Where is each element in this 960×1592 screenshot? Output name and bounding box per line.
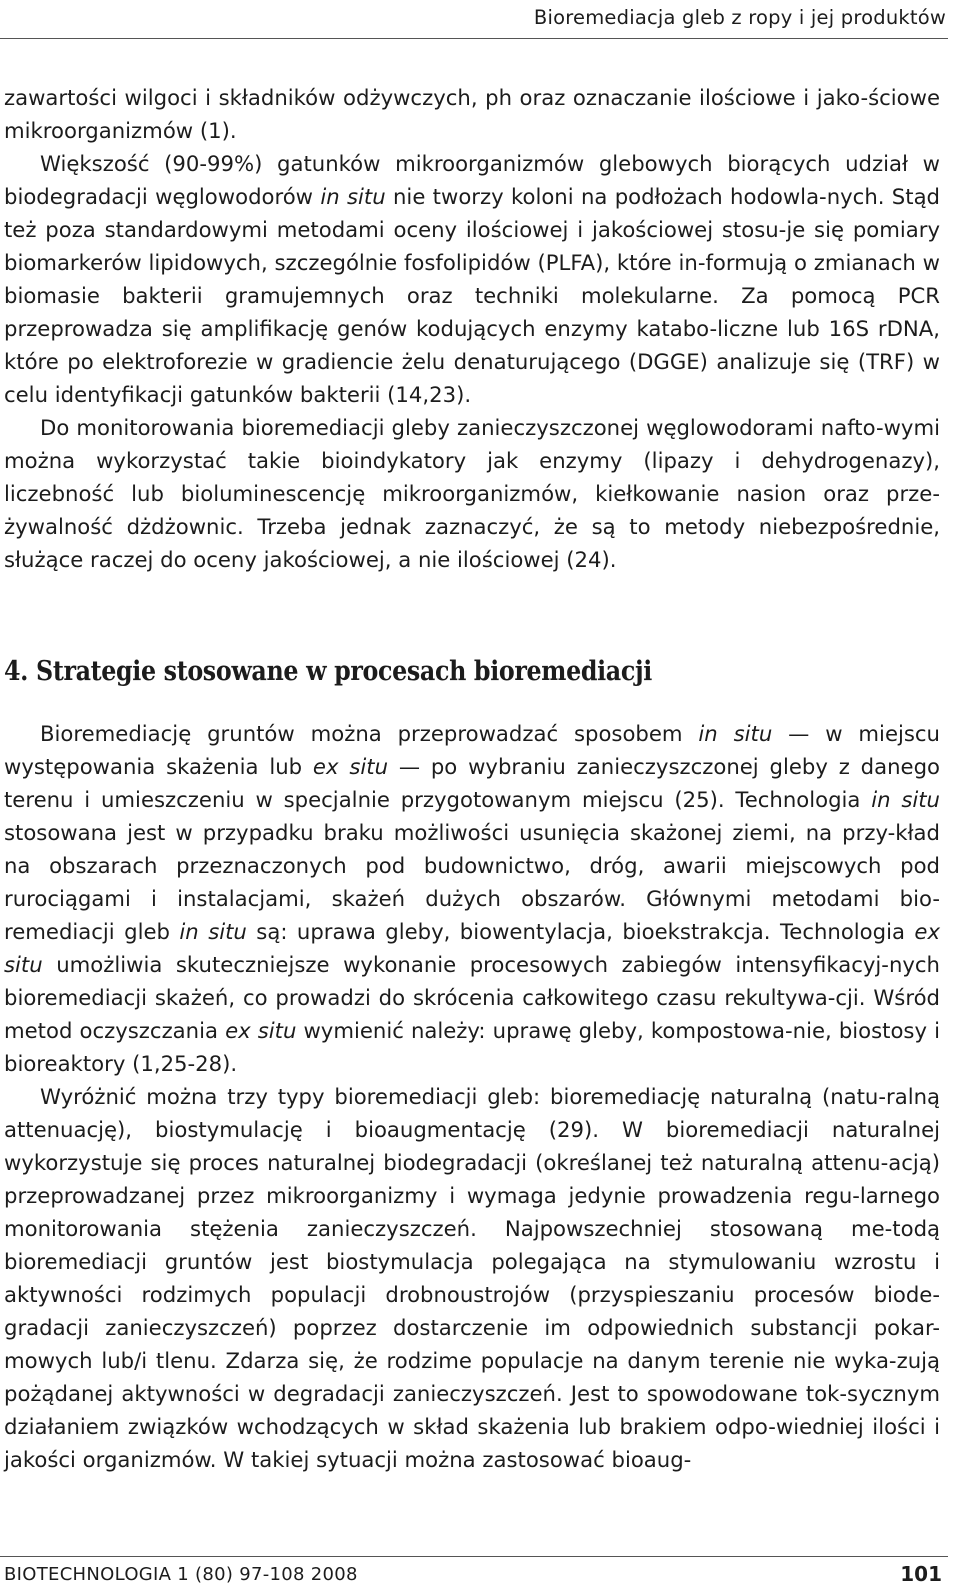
paragraph-4-text-7: wymienić należy: uprawę gleby, kompostowa-nie, biostosy i bioreaktory (1,25-28). bbox=[4, 1018, 940, 1076]
paragraph-1-text: zawartości wilgoci i składników odżywczych, ph oraz oznaczanie ilościowe i jako-ściowe mikroorganizmów (1). bbox=[4, 85, 940, 143]
paragraph-5 bbox=[4, 1080, 940, 1476]
paragraph-4-italic-5: ex situ bbox=[4, 919, 940, 977]
paragraph-2-text-2: nie tworzy koloni na podłożach hodowla-nych. Stąd też poza standardowymi metodami oceny ilościowej i jakościowej stosu-je się pomiary biomarkerów lipidowych, szczególnie fosfolipidów (PLFA), które in-formują o zmianach w biomasie bakterii gramujemnych oraz techniki molekularne. Za pomocą PCR przeprowadza się amplifikację genów kodujących enzymy katabo-liczne lub 16S rDNA, które po elektroforezie w gradiencie żelu denaturującego (DGGE) analizuje się (TRF) w celu identyfikacji gatunków bakterii (14,23). bbox=[4, 184, 940, 407]
paragraph-1 bbox=[4, 81, 940, 147]
running-head: Bioremediacja gleb z ropy i jej produktów bbox=[533, 6, 946, 29]
header-divider bbox=[0, 38, 948, 39]
section-heading: 4. Strategie stosowane w procesach bioremediacji bbox=[4, 656, 652, 687]
paragraph-4-italic-1: in situ bbox=[698, 721, 773, 746]
paragraph-4-text-2: — w miejscu występowania skażenia lub bbox=[4, 721, 940, 779]
paragraph-3-text: Do monitorowania bioremediacji gleby zanieczyszczonej węglowodorami nafto-wymi można wykorzystać takie bioindykatory jak enzymy (lipazy i dehydrogenazy), liczebność lub bioluminescencję mikroorganizmów, kiełkowanie nasion oraz prze-żywalność dżdżownic. Trzeba jednak zaznaczyć, że są to metody niebezpośrednie, służące raczej do oceny jakościowej, a nie ilościowej (24). bbox=[4, 415, 940, 572]
paragraph-2-text-1: Większość (90-99%) gatunków mikroorganizmów glebowych biorących udział w biodegradacji węglowodorów bbox=[4, 151, 940, 209]
journal-citation: BIOTECHNOLOGIA 1 (80) 97-108 2008 bbox=[4, 1564, 358, 1585]
body-text-main bbox=[4, 717, 940, 1476]
footer-divider bbox=[0, 1556, 948, 1557]
paragraph-4 bbox=[4, 717, 940, 1080]
paragraph-4-italic-2: ex situ bbox=[312, 754, 388, 779]
paragraph-4-text-6: umożliwia skuteczniejsze wykonanie procesowych zabiegów intensyfikacyj-nych bioremediacji skażeń, co prowadzi do skrócenia całkowitego czasu rekultywa-cji. Wśród metod oczyszczania bbox=[4, 952, 940, 1043]
paragraph-4-italic-3: in situ bbox=[871, 787, 940, 812]
paragraph-4-text-4: stosowana jest w przypadku braku możliwości usunięcia skażonej ziemi, na przy-kład na obszarach przeznaczonych pod budownictwo, dróg, awarii miejscowych pod rurociągami i instalacjami, skażeń dużych obszarów. Głównymi metodami bio-remediacji gleb bbox=[4, 820, 940, 944]
page-number: 101 bbox=[900, 1562, 942, 1586]
paragraph-5-text: Wyróżnić można trzy typy bioremediacji gleb: bioremediację naturalną (natu-ralną attenuację), biostymulację i bioaugmentację (29). W bioremediacji naturalnej wykorzystuje się proces naturalnej biodegradacji (określanej też naturalną attenu-acją) przeprowadzanej przez mikroorganizmy i wymaga jedynie prowadzenia regu-larnego monitorowania stężenia zanieczyszczeń. Najpowszechniej stosowaną me-todą bioremediacji gruntów jest biostymulacja polegająca na stymulowaniu wzrostu i aktywności rodzimych populacji drobnoustrojów (przyspieszaniu procesów biode-gradacji zanieczyszczeń) poprzez dostarczenie im odpowiednich substancji pokar-mowych lub/i tlenu. Zdarza się, że rodzime populacje na danym terenie nie wyka-zują pożądanej aktywności w degradacji zanieczyszczeń. Jest to spowodowane tok-sycznym działaniem związków wchodzących w skład skażenia lub brakiem odpo-wiedniej ilości i jakości organizmów. W takiej sytuacji można zastosować bioaug- bbox=[4, 1084, 940, 1472]
body-text-top bbox=[4, 81, 940, 576]
paragraph-2-italic-1: in situ bbox=[320, 184, 386, 209]
paragraph-2 bbox=[4, 147, 940, 411]
paragraph-3 bbox=[4, 411, 940, 576]
paragraph-4-italic-6: ex situ bbox=[225, 1018, 297, 1043]
paragraph-4-text-5: są: uprawa gleby, biowentylacja, bioekstrakcja. Technologia bbox=[246, 919, 915, 944]
paragraph-4-text-3: — po wybraniu zanieczyszczonej gleby z danego terenu i umieszczeniu w specjalnie przygotowanym miejscu (25). Technologia bbox=[4, 754, 940, 812]
paragraph-4-text-1: Bioremediację gruntów można przeprowadzać sposobem bbox=[40, 721, 699, 746]
paragraph-4-italic-4: in situ bbox=[179, 919, 247, 944]
